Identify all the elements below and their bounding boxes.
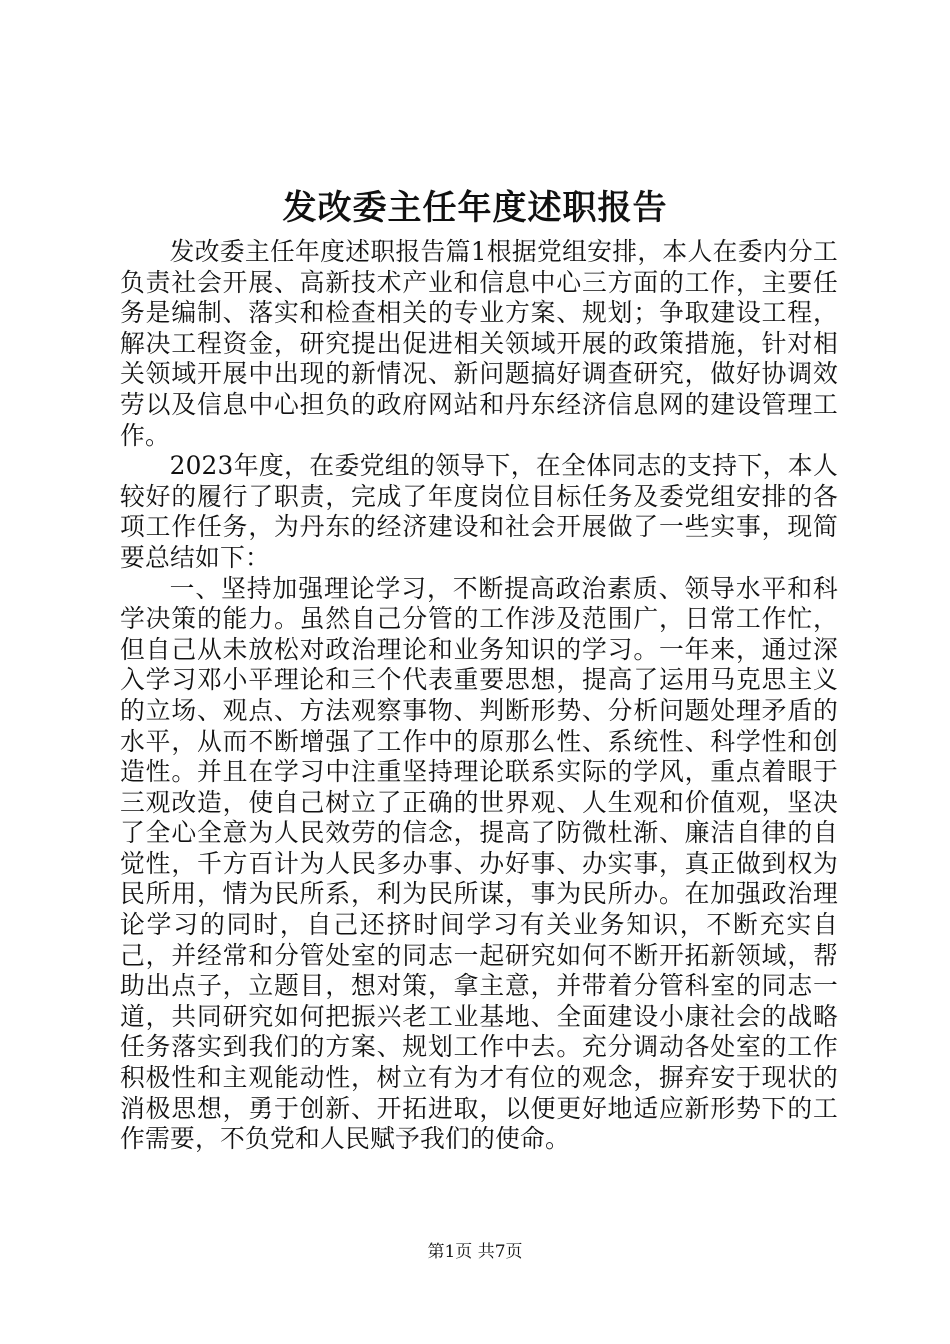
- document-body: [120, 237, 838, 1155]
- page-number-footer: 第1页 共7页: [427, 1242, 523, 1262]
- document-title: 发改委主任年度述职报告: [282, 188, 668, 228]
- paragraph-intro: 发改委主任年度述职报告篇1根据党组安排，本人在委内分工负责社会开展、高新技术产业和信息中心三方面的工作，主要任务是编制、落实和检查相关的专业方案、规划；争取建设工程，解决工程资金，研究提出促进相关领域开展的政策措施，针对相关领域开展中出现的新情况、新问题搞好调查研究，做好协调效劳以及信息中心担负的政府网站和丹东经济信息网的建设管理工作。: [120, 237, 838, 450]
- paragraph-section-one: 一、坚持加强理论学习，不断提高政治素质、领导水平和科学决策的能力。虽然自己分管的工作涉及范围广，日常工作忙，但自己从未放松对政治理论和业务知识的学习。一年来，通过深入学习邓小平理论和三个代表重要思想，提高了运用马克思主义的立场、观点、方法观察事物、判断形势、分析问题处理矛盾的水平，从而不断增强了工作中的原那么性、系统性、科学性和创造性。并且在学习中注重坚持理论联系实际的学风，重点着眼于三观改造，使自己树立了正确的世界观、人生观和价值观，坚决了全心全意为人民效劳的信念，提高了防微杜渐、廉洁自律的自觉性，千方百计为人民多办事、办好事、办实事，真正做到权为民所用，情为民所系，利为民所谋，事为民所办。在加强政治理论学习的同时，自己还挤时间学习有关业务知识，不断充实自己，并经常和分管处室的同志一起研究如何不断开拓新领域，帮助出点子，立题目，想对策，拿主意，并带着分管科室的同志一道，共同研究如何把振兴老工业基地、全面建设小康社会的战略任务落实到我们的方案、规划工作中去。充分调动各处室的工作积极性和主观能动性，树立有为才有位的观念，摒弃安于现状的消极思想，勇于创新、开拓进取，以便更好地适应新形势下的工作需要，不负党和人民赋予我们的使命。: [120, 573, 838, 1154]
- paragraph-summary: 2023年度，在委党组的领导下，在全体同志的支持下，本人较好的履行了职责，完成了年度岗位目标任务及委党组安排的各项工作任务，为丹东的经济建设和社会开展做了一些实事，现简要总结如下：: [120, 451, 838, 572]
